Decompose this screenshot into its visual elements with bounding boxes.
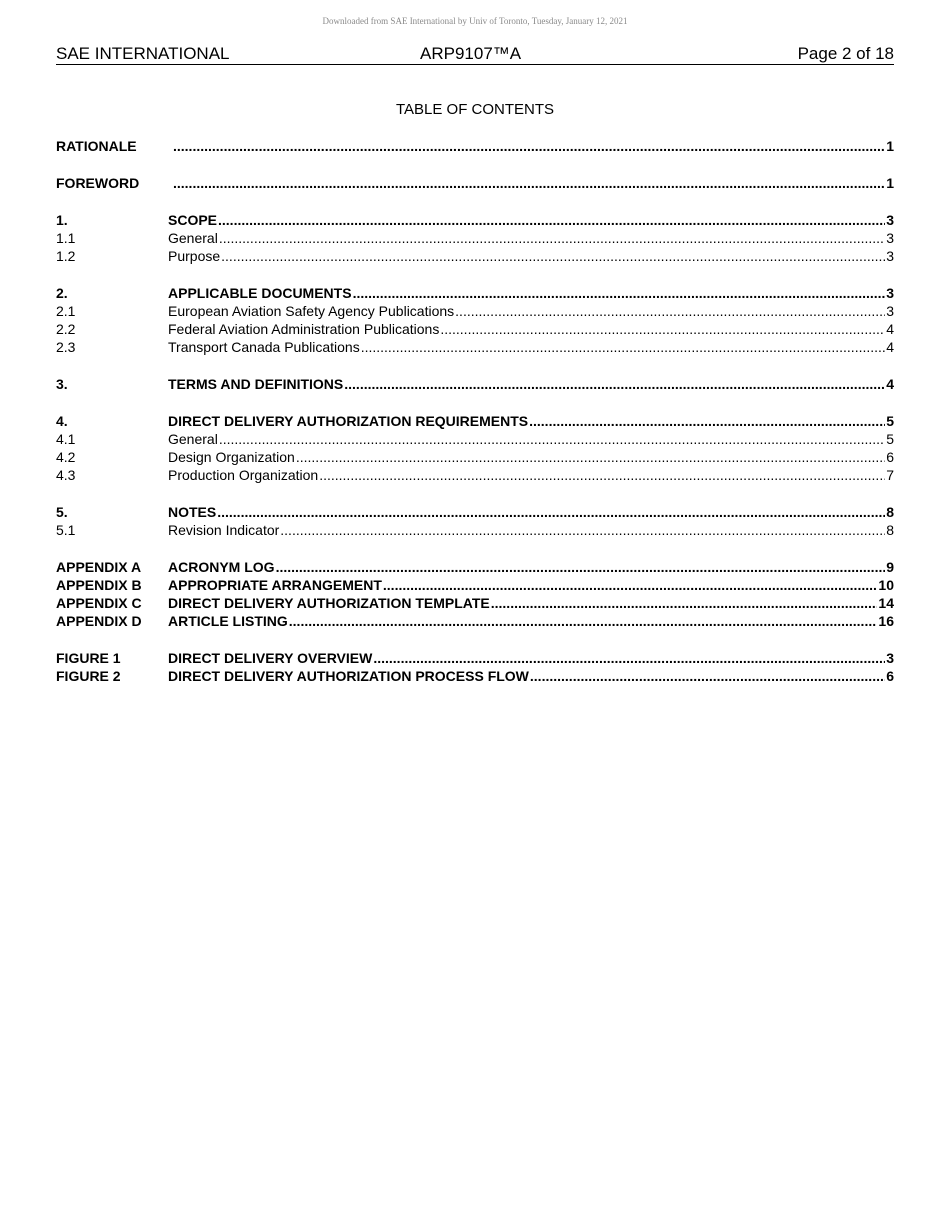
toc-entry-number: APPENDIX C bbox=[56, 595, 142, 611]
toc-entry-number: 2.2 bbox=[56, 321, 76, 337]
toc-entry-page: 16 bbox=[878, 613, 894, 629]
toc-entry-page: 3 bbox=[886, 285, 894, 301]
toc-entry-number: 3. bbox=[56, 376, 68, 392]
toc-entry-page: 3 bbox=[886, 303, 894, 319]
toc-entry-number: FOREWORD bbox=[56, 175, 140, 191]
dot-leader bbox=[219, 430, 885, 448]
toc-entry-title: DIRECT DELIVERY AUTHORIZATION TEMPLATE bbox=[168, 595, 490, 611]
toc-entry-title: APPROPRIATE ARRANGEMENT bbox=[168, 577, 382, 593]
toc-entry-production-organization[interactable] bbox=[56, 466, 894, 484]
toc-entry-scope-general[interactable] bbox=[56, 229, 894, 247]
toc-entry-transport-canada-publications[interactable] bbox=[56, 338, 894, 356]
download-notice: Downloaded from SAE International by Univ of Toronto, Tuesday, January 12, 2021 bbox=[322, 16, 628, 26]
dot-leader bbox=[491, 594, 878, 612]
toc-entry-title: Production Organization bbox=[168, 467, 319, 483]
dot-leader bbox=[530, 667, 885, 685]
dot-leader bbox=[361, 338, 886, 356]
toc-entry-page: 1 bbox=[886, 175, 894, 191]
toc-entry-faa-publications[interactable] bbox=[56, 320, 894, 338]
dot-leader bbox=[319, 466, 885, 484]
toc-entry-title: Purpose bbox=[168, 248, 221, 264]
toc-entry-title: DIRECT DELIVERY AUTHORIZATION REQUIREMENTS bbox=[168, 413, 529, 429]
dot-leader bbox=[440, 320, 885, 338]
dot-leader bbox=[529, 412, 885, 430]
toc-entry-number: 4.1 bbox=[56, 431, 76, 447]
toc-entry-title: General bbox=[168, 431, 218, 447]
toc-entry-number: APPENDIX A bbox=[56, 559, 142, 575]
toc-entry-title: APPLICABLE DOCUMENTS bbox=[168, 285, 352, 301]
toc-entry-number: 4.2 bbox=[56, 449, 76, 465]
dot-leader bbox=[296, 448, 885, 466]
dot-leader bbox=[221, 247, 885, 265]
table-of-contents bbox=[56, 137, 894, 685]
dot-leader bbox=[217, 503, 885, 521]
toc-entry-applicable-documents[interactable] bbox=[56, 284, 894, 302]
toc-entry-scope[interactable] bbox=[56, 211, 894, 229]
toc-entry-title: ARTICLE LISTING bbox=[168, 613, 288, 629]
toc-entry-page: 7 bbox=[886, 467, 894, 483]
toc-entry-page: 3 bbox=[886, 230, 894, 246]
dot-leader bbox=[455, 302, 885, 320]
toc-entry-title: NOTES bbox=[168, 504, 217, 520]
toc-entry-design-organization[interactable] bbox=[56, 448, 894, 466]
toc-entry-revision-indicator[interactable] bbox=[56, 521, 894, 539]
toc-entry-appendix-a[interactable] bbox=[56, 558, 894, 576]
toc-entry-number: 1. bbox=[56, 212, 68, 228]
toc-entry-page: 10 bbox=[878, 577, 894, 593]
toc-entry-appendix-c[interactable] bbox=[56, 594, 894, 612]
dot-leader bbox=[276, 558, 886, 576]
toc-entry-page: 3 bbox=[886, 212, 894, 228]
toc-entry-number: 5.1 bbox=[56, 522, 76, 538]
toc-entry-title: Federal Aviation Administration Publications bbox=[168, 321, 440, 337]
toc-entry-figure-1[interactable] bbox=[56, 649, 894, 667]
toc-entry-purpose[interactable] bbox=[56, 247, 894, 265]
toc-entry-appendix-d[interactable] bbox=[56, 612, 894, 630]
toc-entry-title: Design Organization bbox=[168, 449, 295, 465]
toc-entry-foreword[interactable] bbox=[56, 174, 894, 192]
header-document-number: ARP9107™A bbox=[420, 44, 522, 63]
toc-entry-title: Transport Canada Publications bbox=[168, 339, 360, 355]
toc-entry-terms-definitions[interactable] bbox=[56, 375, 894, 393]
toc-entry-title: DIRECT DELIVERY OVERVIEW bbox=[168, 650, 373, 666]
toc-entry-appendix-b[interactable] bbox=[56, 576, 894, 594]
toc-entry-figure-2[interactable] bbox=[56, 667, 894, 685]
toc-entry-title: SCOPE bbox=[168, 212, 218, 228]
toc-entry-title: DIRECT DELIVERY AUTHORIZATION PROCESS FLOW bbox=[168, 668, 529, 684]
toc-entry-number: FIGURE 2 bbox=[56, 668, 121, 684]
toc-entry-number: 4. bbox=[56, 413, 68, 429]
toc-entry-page: 4 bbox=[886, 321, 894, 337]
toc-entry-title: Revision Indicator bbox=[168, 522, 280, 538]
toc-entry-requirements-general[interactable] bbox=[56, 430, 894, 448]
page-header bbox=[56, 44, 894, 65]
toc-entry-title: TERMS AND DEFINITIONS bbox=[168, 376, 344, 392]
dot-leader bbox=[373, 649, 885, 667]
toc-entry-page: 4 bbox=[886, 339, 894, 355]
toc-entry-title: ACRONYM LOG bbox=[168, 559, 275, 575]
toc-entry-page: 3 bbox=[886, 650, 894, 666]
toc-entry-title: General bbox=[168, 230, 218, 246]
dot-leader bbox=[289, 612, 878, 630]
toc-entry-title: European Aviation Safety Agency Publications bbox=[168, 303, 455, 319]
dot-leader bbox=[280, 521, 885, 539]
toc-title: TABLE OF CONTENTS bbox=[395, 101, 555, 118]
toc-entry-page: 6 bbox=[886, 449, 894, 465]
toc-entry-page: 8 bbox=[886, 522, 894, 538]
dot-leader bbox=[383, 576, 878, 594]
toc-entry-number: APPENDIX D bbox=[56, 613, 142, 629]
toc-entry-easa-publications[interactable] bbox=[56, 302, 894, 320]
toc-entry-number: FIGURE 1 bbox=[56, 650, 121, 666]
dot-leader bbox=[344, 375, 885, 393]
toc-entry-rationale[interactable] bbox=[56, 137, 894, 155]
toc-entry-page: 6 bbox=[886, 668, 894, 684]
toc-entry-page: 8 bbox=[886, 504, 894, 520]
toc-entry-page: 5 bbox=[886, 431, 894, 447]
toc-entry-number: 1.2 bbox=[56, 248, 76, 264]
toc-entry-number: RATIONALE bbox=[56, 138, 137, 154]
dot-leader bbox=[173, 137, 885, 155]
toc-entry-notes[interactable] bbox=[56, 503, 894, 521]
toc-entry-number: 5. bbox=[56, 504, 68, 520]
toc-entry-number: 4.3 bbox=[56, 467, 76, 483]
toc-entry-number: APPENDIX B bbox=[56, 577, 142, 593]
toc-entry-number: 1.1 bbox=[56, 230, 76, 246]
dot-leader bbox=[219, 229, 885, 247]
toc-entry-number: 2.3 bbox=[56, 339, 76, 355]
toc-entry-page: 14 bbox=[878, 595, 894, 611]
dot-leader bbox=[218, 211, 885, 229]
dot-leader bbox=[353, 284, 886, 302]
header-organization: SAE INTERNATIONAL bbox=[56, 44, 230, 63]
dot-leader bbox=[173, 174, 885, 192]
toc-entry-page: 5 bbox=[886, 413, 894, 429]
toc-entry-page: 3 bbox=[886, 248, 894, 264]
header-page-number: Page 2 of 18 bbox=[797, 44, 894, 63]
toc-entry-page: 9 bbox=[886, 559, 894, 575]
toc-entry-page: 4 bbox=[886, 376, 894, 392]
toc-entry-dda-requirements[interactable] bbox=[56, 412, 894, 430]
toc-entry-number: 2.1 bbox=[56, 303, 76, 319]
toc-entry-number: 2. bbox=[56, 285, 68, 301]
toc-entry-page: 1 bbox=[886, 138, 894, 154]
